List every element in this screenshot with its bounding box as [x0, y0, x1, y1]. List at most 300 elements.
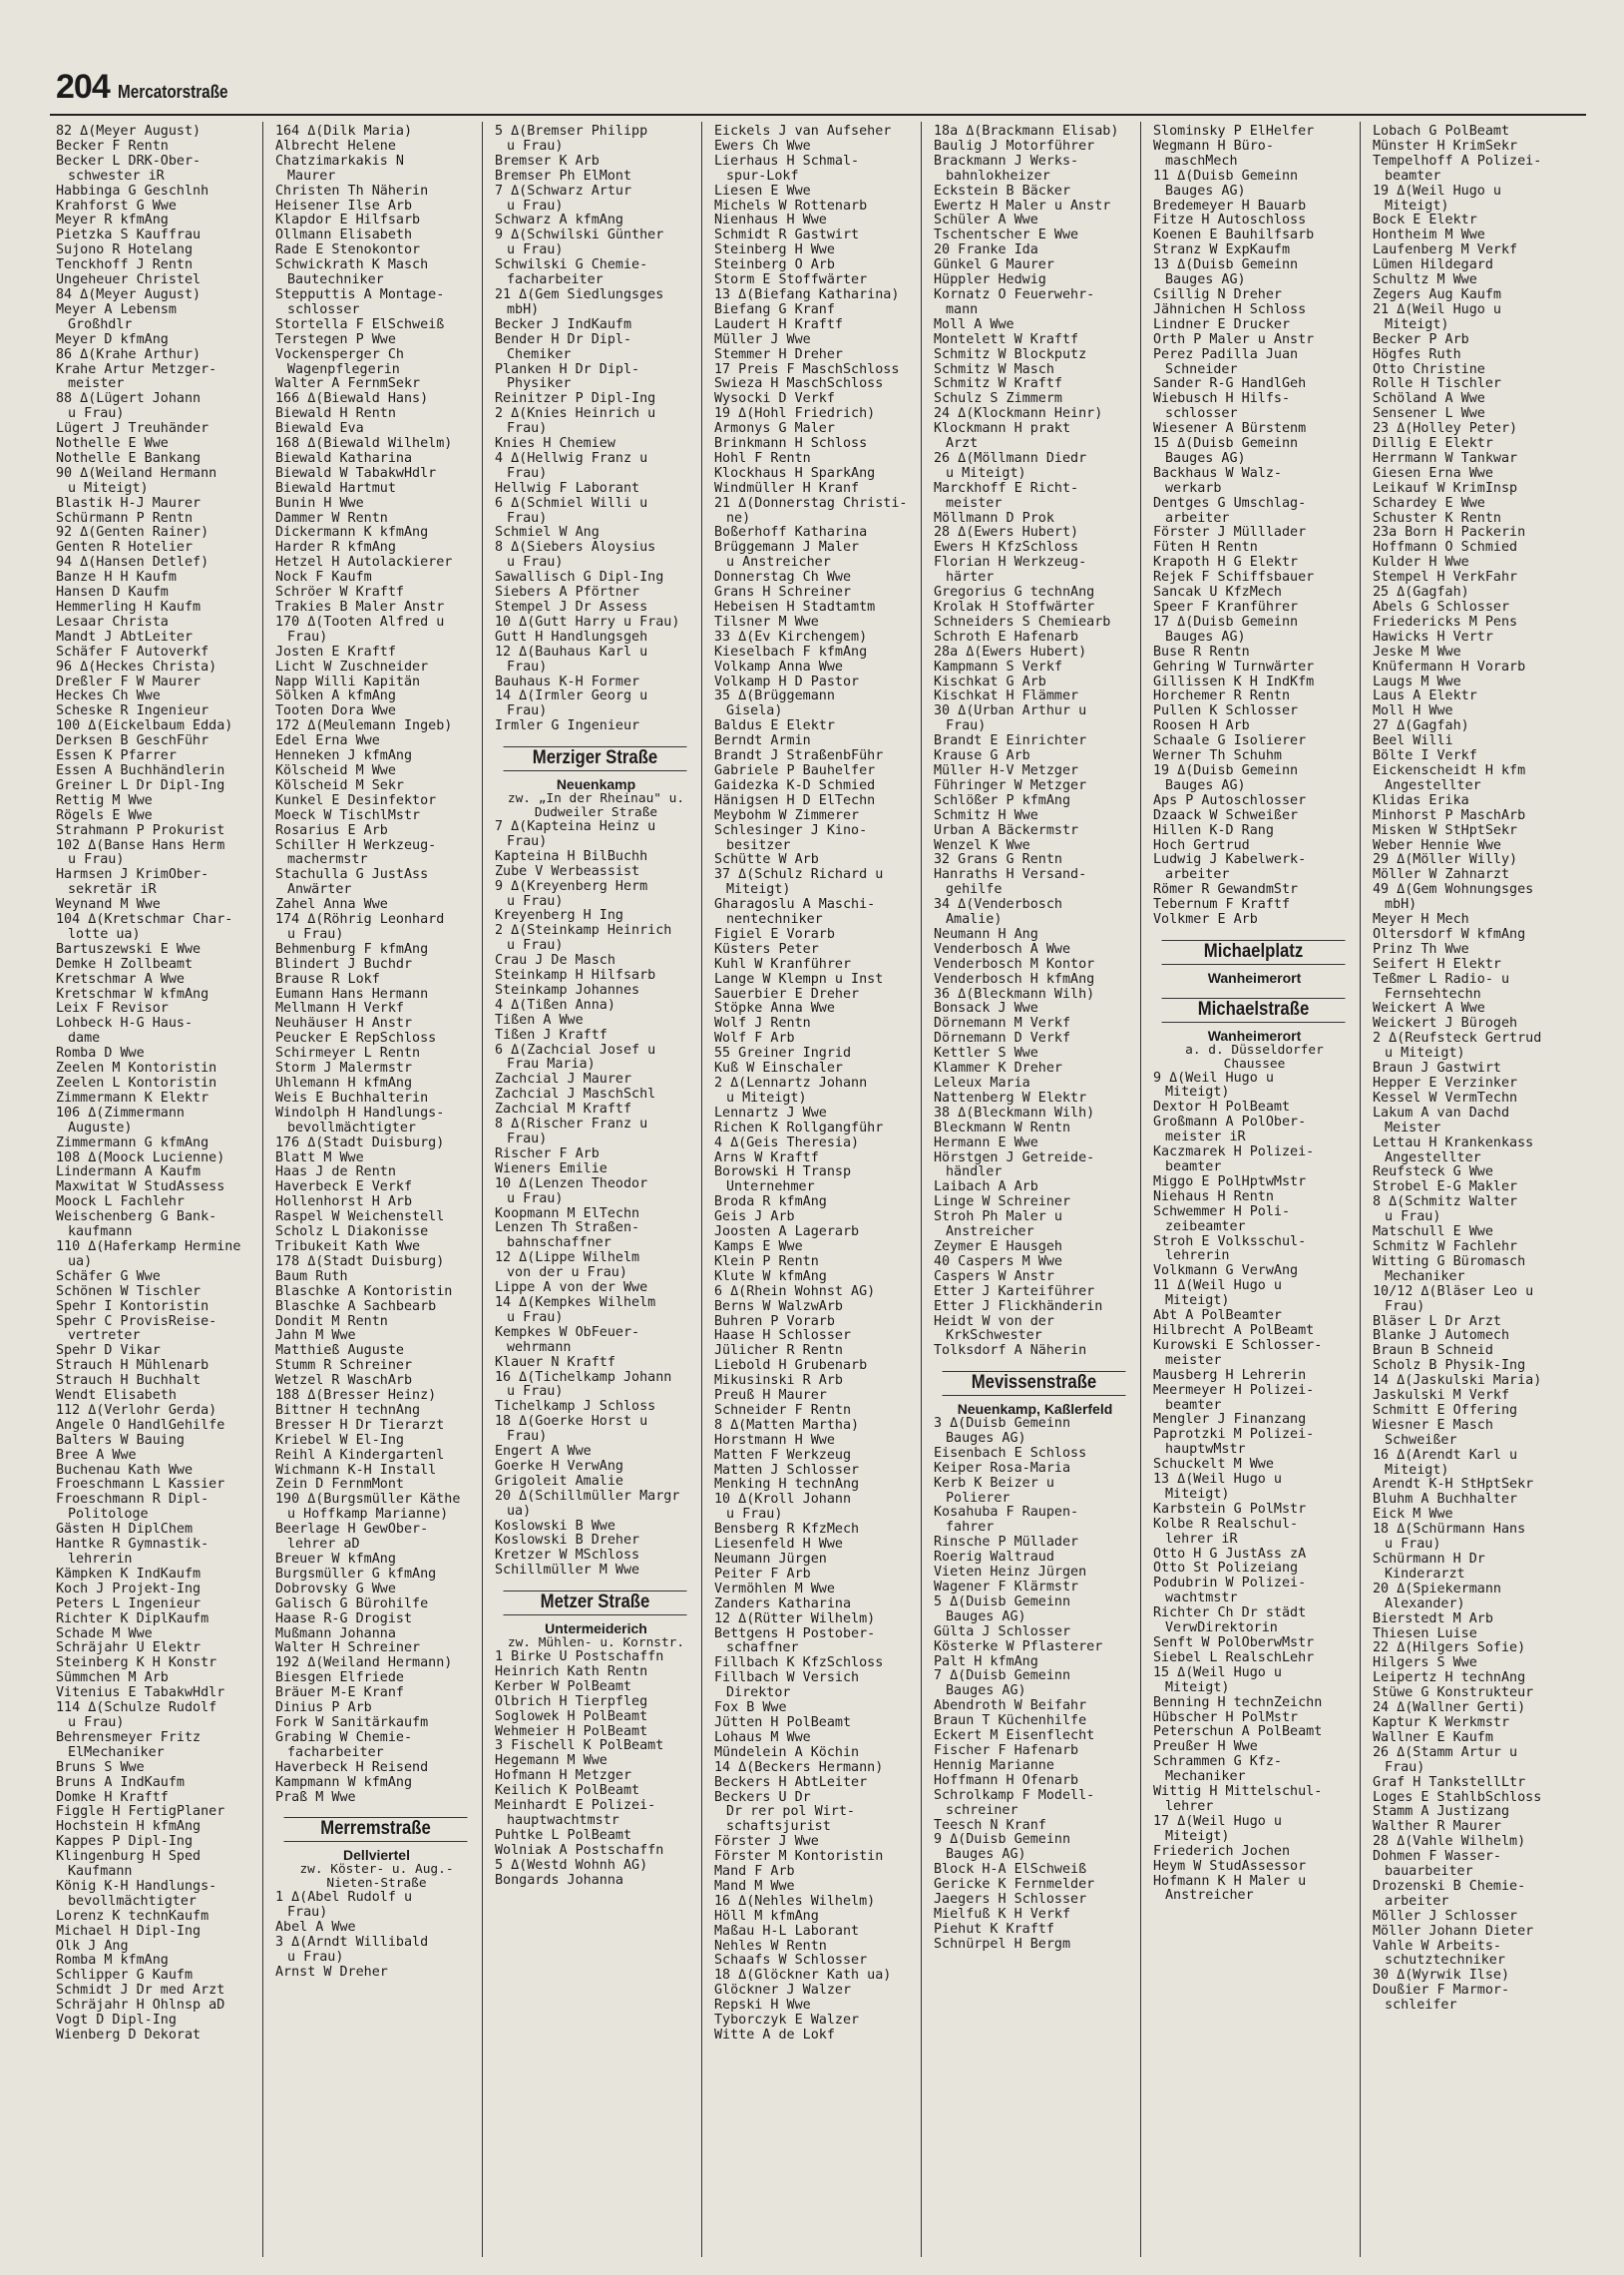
directory-entry: Müller H-V Metzger	[934, 763, 1079, 778]
directory-entry: Leikauf W KrimInsp	[1373, 481, 1518, 496]
page-number: 204	[56, 68, 110, 106]
entry-continuation: Wagenpflegerin	[287, 362, 400, 377]
directory-entry: Gillissen K H IndKfm	[1153, 675, 1315, 689]
directory-entry: Scholz L Diakonisse	[275, 1225, 429, 1240]
directory-entry: Otto St Polizeiang	[1153, 1562, 1299, 1577]
directory-entry: Michael H Dipl-Ing	[56, 1924, 202, 1939]
directory-entry: Jahn M Wwe	[275, 1329, 356, 1344]
directory-entry: Derksen B GeschFühr	[56, 734, 209, 749]
directory-entry: Klingenburg H Sped	[56, 1850, 202, 1865]
directory-entry: Karbstein G PolMstr	[1153, 1502, 1307, 1517]
street-range-note: zw. Köster- u. Aug.-	[299, 1862, 454, 1878]
directory-entry: 10 Δ(Gutt Harry u Frau)	[495, 615, 680, 630]
directory-entry: Nienhaus H Wwe	[714, 214, 827, 228]
directory-entry: 17 Δ(Weil Hugo u	[1153, 1814, 1282, 1829]
directory-entry: Ollmann Elisabeth	[275, 228, 413, 243]
directory-entry: Stortella F ElSchweiß	[275, 317, 445, 332]
directory-entry: Sümmchen M Arb	[56, 1671, 169, 1686]
directory-entry: Grabing W Chemie-	[275, 1730, 413, 1745]
directory-entry: Christen Th Näherin	[275, 184, 429, 199]
directory-entry: Wenzel K Wwe	[934, 838, 1030, 853]
entry-continuation: dame	[68, 1032, 101, 1047]
street-heading: Merremstraße	[284, 1817, 468, 1842]
street-range-note: Nieten-Straße	[326, 1876, 427, 1892]
entry-continuation: Gisela)	[726, 704, 783, 719]
directory-entry: Kämpken K IndKaufm	[56, 1567, 202, 1582]
directory-entry: Dreßler F W Maurer	[56, 675, 202, 689]
entry-continuation: besitzer	[726, 838, 791, 853]
directory-entry: Otto H G JustAss zA	[1153, 1547, 1307, 1562]
directory-entry: Heym W StudAssessor	[1153, 1859, 1307, 1874]
entry-continuation: u Frau)	[507, 894, 564, 909]
directory-entry: Zein D FernmMont	[275, 1478, 404, 1493]
directory-entry: Glöckner J Walzer	[714, 1984, 852, 1999]
directory-entry: Mengler J Finanzang	[1153, 1413, 1307, 1428]
directory-entry: Wegmann H Büro-	[1153, 139, 1274, 154]
directory-entry: Meyer H Mech	[1373, 913, 1469, 928]
directory-entry: Scheske R Ingenieur	[56, 704, 209, 719]
directory-entry: 32 Grans G Rentn	[934, 853, 1062, 868]
directory-entry: 55 Greiner Ingrid	[714, 1047, 852, 1062]
entry-continuation: facharbeiter	[507, 273, 604, 288]
directory-entry: 3 Δ(Arndt Willibald	[275, 1935, 429, 1950]
directory-entry: Dickermann K kfmAng	[275, 526, 429, 541]
directory-entry: 35 Δ(Brüggemann	[714, 689, 835, 704]
directory-entry: Figgle H FertigPlaner	[56, 1805, 225, 1820]
directory-entry: 6 Δ(Zachcial Josef u	[495, 1043, 656, 1058]
directory-entry: Högfes Ruth	[1373, 347, 1461, 362]
entry-continuation: Frau)	[507, 1430, 548, 1445]
entry-continuation: Unternehmer	[726, 1180, 815, 1195]
directory-entry: Matten F Werkzeug	[714, 1448, 852, 1463]
directory-entry: Schmitz W Blockputz	[934, 347, 1087, 362]
directory-entry: Urban A Bäckermstr	[934, 823, 1079, 838]
directory-entry: 2 Δ(Reufsteck Gertrud	[1373, 1032, 1542, 1047]
directory-entry: Strauch H Mühlenarb	[56, 1359, 209, 1374]
entry-continuation: u Miteigt)	[68, 481, 149, 496]
directory-entry: Vermöhlen M Wwe	[714, 1582, 835, 1596]
street-heading: Michaelplatz	[1162, 940, 1346, 965]
directory-entry: Bresser H Dr Tierarzt	[275, 1418, 445, 1433]
directory-entry: Biefang G Kranf	[714, 302, 835, 317]
entry-continuation: u Frau)	[68, 1715, 125, 1730]
entry-continuation: schlosser	[287, 302, 360, 317]
directory-entry: Mand M Wwe	[714, 1879, 795, 1894]
directory-entry: Abt A PolBeamter	[1153, 1309, 1282, 1324]
entry-continuation: machermstr	[287, 853, 368, 868]
directory-entry: Dammer W Rentn	[275, 511, 388, 526]
directory-entry: Sauerbier E Dreher	[714, 987, 860, 1002]
directory-entry: Donnerstag Ch Wwe	[714, 571, 852, 586]
directory-entry: Scholz B Physik-Ing	[1373, 1359, 1526, 1374]
entry-continuation: Arzt	[946, 437, 979, 452]
directory-entry: Galisch G Bürohilfe	[275, 1596, 429, 1611]
directory-entry: Haase R-G Drogist	[275, 1611, 413, 1626]
entry-continuation: Politologe	[68, 1508, 149, 1523]
directory-entry: Block H-A ElSchweiß	[934, 1863, 1087, 1878]
directory-entry: Rettig M Wwe	[56, 793, 153, 808]
directory-entry: Drozenski B Chemie-	[1373, 1879, 1526, 1894]
directory-entry: Romba D Wwe	[56, 1047, 145, 1062]
directory-entry: Broda R kfmAng	[714, 1195, 827, 1210]
entry-continuation: u Frau)	[726, 1508, 783, 1523]
directory-entry: 114 Δ(Schulze Rudolf	[56, 1701, 217, 1716]
directory-entry: 7 Δ(Kapteina Heinz u	[495, 819, 656, 834]
directory-entry: Schräjahr U Elektr	[56, 1641, 202, 1656]
directory-entry: Richter Ch Dr städt	[1153, 1606, 1307, 1621]
directory-entry: Wiesner E Masch	[1373, 1418, 1493, 1433]
entry-continuation: Bauges AG)	[946, 1431, 1026, 1446]
directory-entry: Olbrich H Tierpfleg	[495, 1694, 648, 1709]
directory-entry: Dobrovsky G Wwe	[275, 1582, 396, 1596]
directory-entry: Hillen K-D Rang	[1153, 823, 1274, 838]
directory-entry: Praß M Wwe	[275, 1790, 356, 1805]
directory-entry: Mellmann H Verkf	[275, 1002, 404, 1017]
directory-entry: Horchemer R Rentn	[1153, 689, 1291, 704]
directory-entry: Teßmer L Radio- u	[1373, 972, 1510, 987]
directory-entry: Koch J Projekt-Ing	[56, 1582, 202, 1596]
directory-entry: Hoch Gertrud	[1153, 838, 1250, 853]
directory-entry: Kerber W PolBeamt	[495, 1679, 632, 1694]
directory-entry: Liesenfeld H Wwe	[714, 1538, 843, 1553]
directory-entry: 4 Δ(Tißen Anna)	[495, 998, 615, 1013]
directory-entry: Dentges G Umschlag-	[1153, 496, 1307, 511]
directory-entry: Windolph H Handlungs-	[275, 1106, 445, 1121]
directory-entry: Uhlemann H kfmAng	[275, 1077, 413, 1091]
directory-entry: Haverbeck E Verkf	[275, 1180, 413, 1195]
directory-entry: 5 Δ(Westd Wohnh AG)	[495, 1858, 648, 1873]
directory-entry: Thiesen Luise	[1373, 1626, 1477, 1641]
directory-entry: Laufenberg M Verkf	[1373, 243, 1518, 258]
directory-entry: Neumann H Ang	[934, 927, 1038, 942]
directory-entry: 49 Δ(Gem Wohnungsges	[1373, 883, 1534, 898]
directory-entry: 14 Δ(Jaskulski Maria)	[1373, 1374, 1542, 1389]
directory-entry: Fork W Sanitärkaufm	[275, 1715, 429, 1730]
directory-entry: Meyer R kfmAng	[56, 214, 169, 228]
directory-entry: Becker F Rentn	[56, 139, 169, 154]
directory-entry: Tooten Dora Wwe	[275, 704, 396, 719]
directory-entry: Dondit M Rentn	[275, 1314, 388, 1329]
entry-continuation: Frau Maria)	[507, 1058, 596, 1073]
entry-continuation: Frau)	[287, 630, 328, 645]
entry-continuation: Auguste)	[68, 1121, 133, 1136]
entry-continuation: Alexander)	[1385, 1596, 1465, 1611]
directory-entry: 168 Δ(Biewald Wilhelm)	[275, 437, 453, 452]
directory-entry: Peucker E RepSchloss	[275, 1032, 437, 1047]
directory-entry: 14 Δ(Beckers Hermann)	[714, 1760, 884, 1775]
directory-entry: Stepputtis A Montage-	[275, 287, 445, 302]
directory-entry: Lorenz K technKaufm	[56, 1909, 209, 1924]
directory-entry: Dextor H PolBeamt	[1153, 1101, 1291, 1116]
directory-entry: Engert A Wwe	[495, 1445, 592, 1460]
directory-entry: Peiter F Arb	[714, 1567, 811, 1582]
entry-continuation: ua)	[507, 1504, 532, 1519]
directory-entry: Friederich Jochen	[1153, 1844, 1291, 1859]
directory-entry: 19 Δ(Duisb Gemeinn	[1153, 763, 1299, 778]
directory-entry: Leipertz H technAng	[1373, 1671, 1526, 1686]
directory-entry: Kriebel W El-Ing	[275, 1433, 404, 1448]
directory-entry: Zahel Anna Wwe	[275, 898, 388, 913]
directory-entry: Eickenscheidt H kfm	[1373, 763, 1526, 778]
entry-continuation: Miteigt)	[1385, 317, 1449, 332]
directory-entry: Storm E Stoffwärter	[714, 273, 868, 288]
directory-entry: Meybohm W Zimmerer	[714, 808, 860, 823]
directory-entry: Bongards Johanna	[495, 1873, 623, 1888]
directory-entry: 86 Δ(Krahe Arthur)	[56, 347, 202, 362]
directory-entry: Nothelle E Wwe	[56, 437, 169, 452]
directory-entry: Zeelen M Kontoristin	[56, 1062, 217, 1077]
directory-entry: Richter K DiplKaufm	[56, 1611, 209, 1626]
directory-entry: Harder R kfmAng	[275, 541, 396, 556]
directory-entry: 7 Δ(Duisb Gemeinn	[934, 1669, 1071, 1684]
directory-entry: Krolak H Stoffwärter	[934, 601, 1095, 615]
street-heading: Merziger Straße	[504, 746, 687, 771]
directory-entry: Bölte I Verkf	[1373, 749, 1477, 764]
directory-entry: Zimmermann G kfmAng	[56, 1136, 209, 1150]
directory-entry: Preußer H Wwe	[1153, 1740, 1258, 1755]
directory-entry: Schneider F Rentn	[714, 1403, 852, 1418]
directory-entry: Biewald Katharina	[275, 451, 413, 466]
directory-entry: Windmüller H Kranf	[714, 481, 860, 496]
directory-entry: Giesen Erna Wwe	[1373, 466, 1493, 481]
directory-entry: Schmitz H Wwe	[934, 808, 1038, 823]
directory-entry: Blaschke A Kontoristin	[275, 1284, 453, 1299]
directory-entry: Figiel E Vorarb	[714, 927, 835, 942]
directory-entry: Kampmann W kfmAng	[275, 1775, 413, 1790]
directory-entry: Laugs M Wwe	[1373, 675, 1461, 689]
directory-entry: Soglowek H PolBeamt	[495, 1709, 648, 1724]
directory-entry: Weischenberg G Bank-	[56, 1210, 217, 1225]
directory-entry: 21 Δ(Gem Siedlungsges	[495, 287, 664, 302]
directory-entry: Lohaus M Wwe	[714, 1730, 811, 1745]
directory-entry: Hollenhorst H Arb	[275, 1195, 413, 1210]
directory-entry: Mandt J AbtLeiter	[56, 630, 194, 645]
directory-entry: Küsters Peter	[714, 942, 819, 957]
directory-entry: Becker P Arb	[1373, 332, 1469, 347]
directory-entry: Steinkamp H Hilfsarb	[495, 969, 656, 984]
directory-entry: 108 Δ(Moock Lucienne)	[56, 1150, 225, 1165]
directory-entry: Reinitzer P Dipl-Ing	[495, 392, 656, 407]
directory-entry: Hegemann M Wwe	[495, 1754, 608, 1769]
directory-entry: Geis J Arb	[714, 1210, 795, 1225]
directory-entry: Schrammen G Kfz-	[1153, 1755, 1282, 1770]
directory-entry: Weynand M Wwe	[56, 898, 161, 913]
entry-continuation: Maurer	[287, 169, 336, 184]
directory-entry: 164 Δ(Dilk Maria)	[275, 125, 413, 139]
entry-continuation: fahrer	[946, 1521, 995, 1536]
entry-continuation: ua)	[68, 1254, 93, 1269]
directory-entry: Zanders Katharina	[714, 1596, 852, 1611]
directory-entry: Arns W Kraftf	[714, 1150, 819, 1165]
directory-entry: Vockensperger Ch	[275, 347, 404, 362]
directory-entry: 17 Preis F MaschSchloss	[714, 362, 900, 377]
directory-entry: Vieten Heinz Jürgen	[934, 1566, 1087, 1581]
directory-entry: Baulig J Motorführer	[934, 139, 1095, 154]
directory-entry: Bunin H Wwe	[275, 496, 364, 511]
entry-continuation: u Frau)	[507, 243, 564, 258]
entry-continuation: Anstreicher	[946, 1225, 1034, 1240]
directory-entry: 174 Δ(Röhrig Leonhard	[275, 913, 445, 928]
directory-entry: Klute W kfmAng	[714, 1269, 827, 1284]
directory-entry: Strauch H Buchhalt	[56, 1374, 202, 1389]
directory-entry: Mikusinski R Arb	[714, 1374, 843, 1389]
directory-entry: Berns W WalzwArb	[714, 1299, 843, 1314]
entry-continuation: von der u Frau)	[507, 1266, 627, 1281]
entry-continuation: Miteigt)	[1165, 1680, 1230, 1695]
directory-entry: 19 Δ(Hohl Friedrich)	[714, 407, 876, 422]
directory-entry: Koenen E Bauhilfsarb	[1153, 228, 1315, 243]
directory-entry: Bluhm A Buchhalter	[1373, 1493, 1518, 1508]
directory-entry: Klockhaus H SparkAng	[714, 466, 876, 481]
directory-entry: Biewald Eva	[275, 422, 364, 437]
entry-continuation: u Frau)	[507, 556, 564, 571]
directory-entry: Lenzen Th Straßen-	[495, 1221, 640, 1236]
entry-continuation: nentechniker	[726, 913, 823, 928]
entry-continuation: Fernsehtechn	[1385, 987, 1481, 1002]
directory-entry: Senft W PolOberwMstr	[1153, 1636, 1315, 1650]
entry-continuation: Frau)	[287, 1906, 328, 1921]
directory-entry: Banze H H Kaufm	[56, 571, 177, 586]
directory-entry: Gregorius G technAng	[934, 586, 1095, 601]
directory-entry: Tilsner M Wwe	[714, 615, 819, 630]
directory-entry: Kretschmar A Wwe	[56, 972, 185, 987]
directory-entry: Schuckelt M Wwe	[1153, 1458, 1274, 1473]
directory-entry: 2 Δ(Knies Heinrich u	[495, 407, 656, 422]
directory-entry: Wichmann K-H Install	[275, 1463, 437, 1478]
directory-entry: Kettler S Wwe	[934, 1047, 1038, 1062]
entry-continuation: Frau)	[507, 511, 548, 526]
directory-entry: Hantke R Gymnastik-	[56, 1538, 209, 1553]
directory-entry: Meinhardt E Polizei-	[495, 1799, 656, 1814]
directory-entry: Tempelhoff A Polizei-	[1373, 154, 1542, 169]
directory-entry: Schaafs W Schlosser	[714, 1954, 868, 1969]
directory-entry: Zeymer E Hausgeh	[934, 1239, 1062, 1254]
entry-continuation: beamter	[1385, 169, 1441, 184]
directory-entry: Schlipper G Kaufm	[56, 1969, 194, 1984]
directory-entry: Tichelkamp J Schloss	[495, 1400, 656, 1415]
directory-entry: Klidas Erika	[1373, 793, 1469, 808]
entry-continuation: u Miteigt)	[1385, 1047, 1465, 1062]
directory-entry: 84 Δ(Meyer August)	[56, 287, 202, 302]
entry-continuation: Physiker	[507, 377, 572, 392]
entry-continuation: u Frau)	[287, 1950, 344, 1965]
directory-entry: Wehmeier H PolBeamt	[495, 1724, 648, 1739]
directory-entry: Braun B Schneid	[1373, 1344, 1493, 1359]
directory-entry: Etter J Karteiführer	[934, 1284, 1095, 1299]
directory-entry: Keiper Rosa-Maria	[934, 1461, 1071, 1476]
directory-entry: 90 Δ(Weiland Hermann	[56, 466, 217, 481]
directory-entry: Wagener F Klärmstr	[934, 1581, 1079, 1594]
directory-entry: Weickert J Bürogeh	[1373, 1017, 1518, 1032]
directory-entry: 192 Δ(Weiland Hermann)	[275, 1656, 453, 1671]
directory-entry: Schäfer G Wwe	[56, 1269, 161, 1284]
entry-continuation: Amalie)	[946, 913, 1003, 928]
directory-entry: Borowski H Transp	[714, 1165, 852, 1180]
directory-entry: Beckers H AbtLeiter	[714, 1775, 868, 1790]
directory-entry: Kosahuba F Raupen-	[934, 1506, 1079, 1521]
directory-entry: Stumm R Schreiner	[275, 1359, 413, 1374]
entry-continuation: u Frau)	[507, 1310, 564, 1325]
directory-entry: Hepper E Verzinker	[1373, 1077, 1518, 1091]
directory-entry: Hofmann K H Maler u	[1153, 1874, 1307, 1889]
directory-entry: Bensberg R KfzMech	[714, 1523, 860, 1538]
directory-entry: Steinkamp Johannes	[495, 983, 640, 998]
directory-entry: Orth P Maler u Anstr	[1153, 332, 1315, 347]
directory-entry: Montelett W Kraftf	[934, 332, 1079, 347]
directory-columns	[50, 122, 1586, 2257]
street-heading: Metzer Straße	[504, 1591, 687, 1615]
directory-entry: Steinberg K H Konstr	[56, 1656, 217, 1671]
entry-continuation: wachtmstr	[1165, 1592, 1238, 1606]
entry-continuation: Miteigt)	[1165, 1829, 1230, 1844]
directory-entry: Breuer W kfmAng	[275, 1553, 396, 1567]
directory-entry: Schneiders S Chemiearb	[934, 615, 1111, 630]
entry-continuation: kaufmann	[68, 1225, 133, 1240]
directory-entry: Meyer A Lebensm	[56, 302, 177, 317]
directory-entry: Gaidezka K-D Schmied	[714, 778, 876, 793]
directory-entry: Moock L Fachlehr	[56, 1195, 185, 1210]
directory-entry: Krause G Arb	[934, 749, 1030, 764]
directory-entry: Peters L Ingenieur	[56, 1596, 202, 1611]
entry-continuation: Bauges AG)	[946, 1684, 1026, 1699]
directory-entry: Albrecht Helene	[275, 139, 396, 154]
directory-entry: Stamm A Justizang	[1373, 1805, 1510, 1820]
street-range-note: Dudweiler Straße	[534, 804, 658, 820]
directory-entry: Heidt W von der	[934, 1314, 1054, 1329]
directory-entry: 18 Δ(Goerke Horst u	[495, 1415, 648, 1430]
directory-entry: Fox B Wwe	[714, 1701, 787, 1716]
directory-entry: Schwemmer H Poli-	[1153, 1204, 1291, 1219]
directory-entry: Bree A Wwe	[56, 1448, 137, 1463]
directory-entry: Hennig Marianne	[934, 1758, 1054, 1773]
directory-entry: Volkamp Anna Wwe	[714, 660, 843, 675]
directory-entry: Schüler A Wwe	[934, 214, 1038, 228]
directory-entry: Buchenau Kath Wwe	[56, 1463, 194, 1478]
directory-entry: 18 Δ(Schürmann Hans	[1373, 1523, 1526, 1538]
directory-entry: Schröer W Kraftf	[275, 586, 404, 601]
entry-continuation: Direktor	[726, 1686, 791, 1701]
directory-entry: 13 Δ(Duisb Gemeinn	[1153, 258, 1299, 273]
directory-entry: Koopmann M ElTechn	[495, 1206, 640, 1221]
directory-entry: König K-H Handlungs-	[56, 1879, 217, 1894]
entry-continuation: härter	[946, 571, 995, 586]
directory-entry: 14 Δ(Kempkes Wilhelm	[495, 1295, 656, 1310]
directory-entry: Sawallisch G Dipl-Ing	[495, 571, 664, 586]
directory-entry: Beerlage H GewOber-	[275, 1523, 429, 1538]
directory-entry: Matthieß Auguste	[275, 1344, 404, 1359]
directory-entry: Stüwe G Konstrukteur	[1373, 1686, 1534, 1701]
directory-entry: 100 Δ(Eickelbaum Edda)	[56, 719, 233, 734]
entry-continuation: Bauges AG)	[1165, 630, 1246, 645]
directory-entry: Fitze H Autoschloss	[1153, 214, 1307, 228]
directory-entry: Fillbach W Versich	[714, 1671, 860, 1686]
directory-entry: Bock E Elektr	[1373, 214, 1477, 228]
directory-entry: Fischer F Hafenarb	[934, 1743, 1079, 1758]
street-range-note: zw. Mühlen- u. Kornstr.	[507, 1635, 685, 1650]
directory-entry: Rögels E Wwe	[56, 808, 153, 823]
directory-entry: Eckstein B Bäcker	[934, 184, 1071, 199]
directory-entry: 110 Δ(Haferkamp Hermine	[56, 1239, 241, 1254]
directory-entry: Kessel W VermTechn	[1373, 1091, 1518, 1106]
directory-entry: Haas J de Rentn	[275, 1165, 396, 1180]
entry-continuation: Frau)	[946, 719, 987, 734]
directory-entry: Hofmann H Metzger	[495, 1769, 632, 1784]
entry-continuation: bevollmächtigter	[68, 1894, 197, 1909]
directory-entry: Caspers W Anstr	[934, 1269, 1054, 1284]
directory-entry: Meermeyer H Polizei-	[1153, 1383, 1315, 1398]
directory-entry: 37 Δ(Schulz Richard u	[714, 868, 884, 883]
directory-entry: Zeelen L Kontoristin	[56, 1077, 217, 1091]
